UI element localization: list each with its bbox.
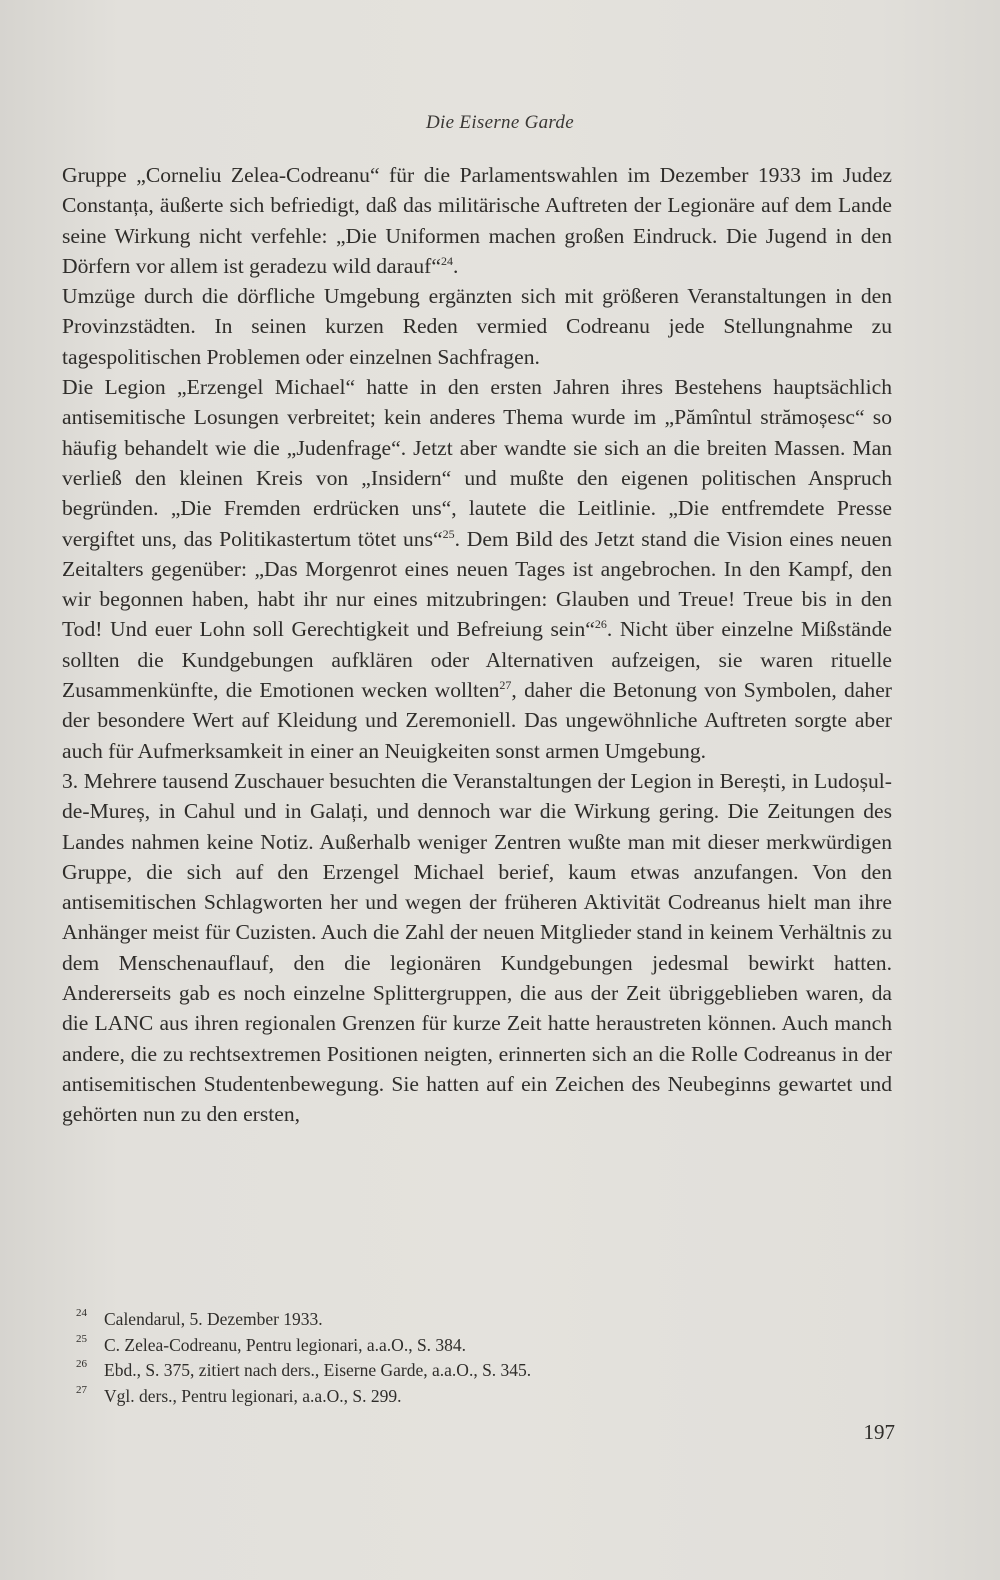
paragraph: 3. Mehrere tausend Zuschauer besuchten die Veranstaltungen der Legion in Berești, in Ludoșul-de-Mureș, in Cahul und in Galați, und dennoch war die Wirkung gering. Die Zeitungen des Landes nahmen keine Notiz. Außerhalb weniger Zentren wußte man mit dieser merkwürdigen Gruppe, die sich auf den Erzengel Michael berief, kaum etwas anzufangen. Von den antisemitischen Schlagworten her und wegen der früheren Aktivität Codreanus hielt man ihre Anhänger meist für Cuzisten. Auch die Zahl der neuen Mitglieder stand in keinem Verhältnis zu dem Menschenauflauf, den die legionären Kundgebungen jedesmal bewirkt hatten. Andererseits gab es noch einzelne Splittergruppen, die aus der Zeit übriggeblieben waren, da die LANC aus ihren regionalen Grenzen für kurze Zeit hatte heraustreten können. Auch manch andere, die zu rechtsextremen Positionen neigten, erinnerten sich an die Rolle Codreanus in der antisemitischen Studentenbewegung. Sie hatten auf ein Zeichen des Neubeginns gewartet und gehörten nun zu den ersten, [62,768,892,1127]
footnotes [76,1307,876,1409]
footnote-ref: 26 [594,617,607,632]
footnote [76,1333,876,1359]
footnote-number: 27 [76,1383,87,1396]
paragraph-text: , daher die Betonung von Symbolen, daher der besondere Wert auf Kleidung und Zeremoniell. Das ungewöhnliche Auftreten sorgte aber auch für Aufmerksamkeit in einer an Neuigkeiten sonst armen Umgebung. [62,678,892,763]
paragraph-text: Die Legion „Erzengel Michael“ hatte in den ersten Jahren ihres Bestehens hauptsächlich antisemitische Losungen verbreitet; kein anderes Thema wurde im „Pămîntul strămoșesc“ so häufig behandelt wie die „Judenfrage“. Jetzt aber wandte sie sich an die breiten Massen. Man verließ den kleinen Kreis von „Insidern“ und mußte den eigenen politischen Anspruch begründen. „Die Fremden erdrücken uns“, lautete die Leitlinie. „Die entfremdete Presse vergiftet uns, das Politikastertum tötet uns“ [62,375,892,551]
footnote-ref: 24 [440,253,453,268]
page-number: 197 [863,1420,895,1444]
footnote [76,1307,876,1333]
paragraph-text: Gruppe „Corneliu Zelea-Codreanu“ für die Parlamentswahlen im Dezember 1933 im Judez Constanța, äußerte sich befriedigt, daß das militärische Auftreten der Legionäre auf dem Lande seine Wirkung nicht verfehle: „Die Uniformen machen großen Eindruck. Die Jugend in den Dörfern vor allem ist geradezu wild darauf“ [62,163,892,278]
footnote-number: 26 [76,1358,87,1370]
footnote-text: Vgl. ders., Pentru legionari, a.a.O., S. 299. [104,1385,402,1406]
footnote-text: Calendarul, 5. Dezember 1933. [104,1309,323,1329]
footnote-text: Ebd., S. 375, zitiert nach ders., Eiserne Garde, a.a.O., S. 345. [104,1360,532,1380]
paragraph-text: . Dem Bild des Jetzt stand die Vision eines neuen Zeitalters gegenüber: „Das Morgenrot eines neuen Tages ist angebrochen. In den Kampf, den wir begonnen haben, habt ihr nur eines mitzubringen: Glauben und Treue! Treue bis in den Tod! Und euer Lohn soll Gerechtigkeit und Befreiung sein“ [62,526,892,642]
footnote [76,1358,876,1384]
footnote-text: C. Zelea-Codreanu, Pentru legionari, a.a.O., S. 384. [104,1334,467,1355]
footnote-number: 24 [76,1307,87,1319]
paragraph: Umzüge durch die dörfliche Umgebung ergänzten sich mit größeren Veranstaltungen in den Provinzstädten. In seinen kurzen Reden vermied Codreanu jede Stellungnahme zu tagespolitischen Problemen oder einzelnen Sachfragen. [62,284,892,369]
footnote-number: 25 [76,1332,87,1345]
paragraph-text: . Nicht über einzelne Mißstände sollten die Kundgebungen aufklären oder Alternativen aufzeigen, sie waren rituelle Zusammenkünfte, die Emotionen wecken wollten [62,617,892,703]
footnote-ref: 27 [499,678,512,693]
paragraph [62,372,892,766]
footnote-ref: 25 [442,526,455,541]
footnote [76,1384,876,1410]
body-text [62,160,892,1130]
running-head: Die Eiserne Garde [426,112,574,133]
paragraph: Gruppe „Corneliu Zelea-Codreanu“ für die Parlamentswahlen im Dezember 1933 im Judez Constanța, äußerte sich befriedigt, daß das militärische Auftreten der Legionäre auf dem Lande seine Wirkung nicht verfehle: „Die Uniformen machen großen Eindruck. Die Jugend in den Dörfern vor allem ist geradezu wild darauf“$^{24}$. [62,163,892,278]
